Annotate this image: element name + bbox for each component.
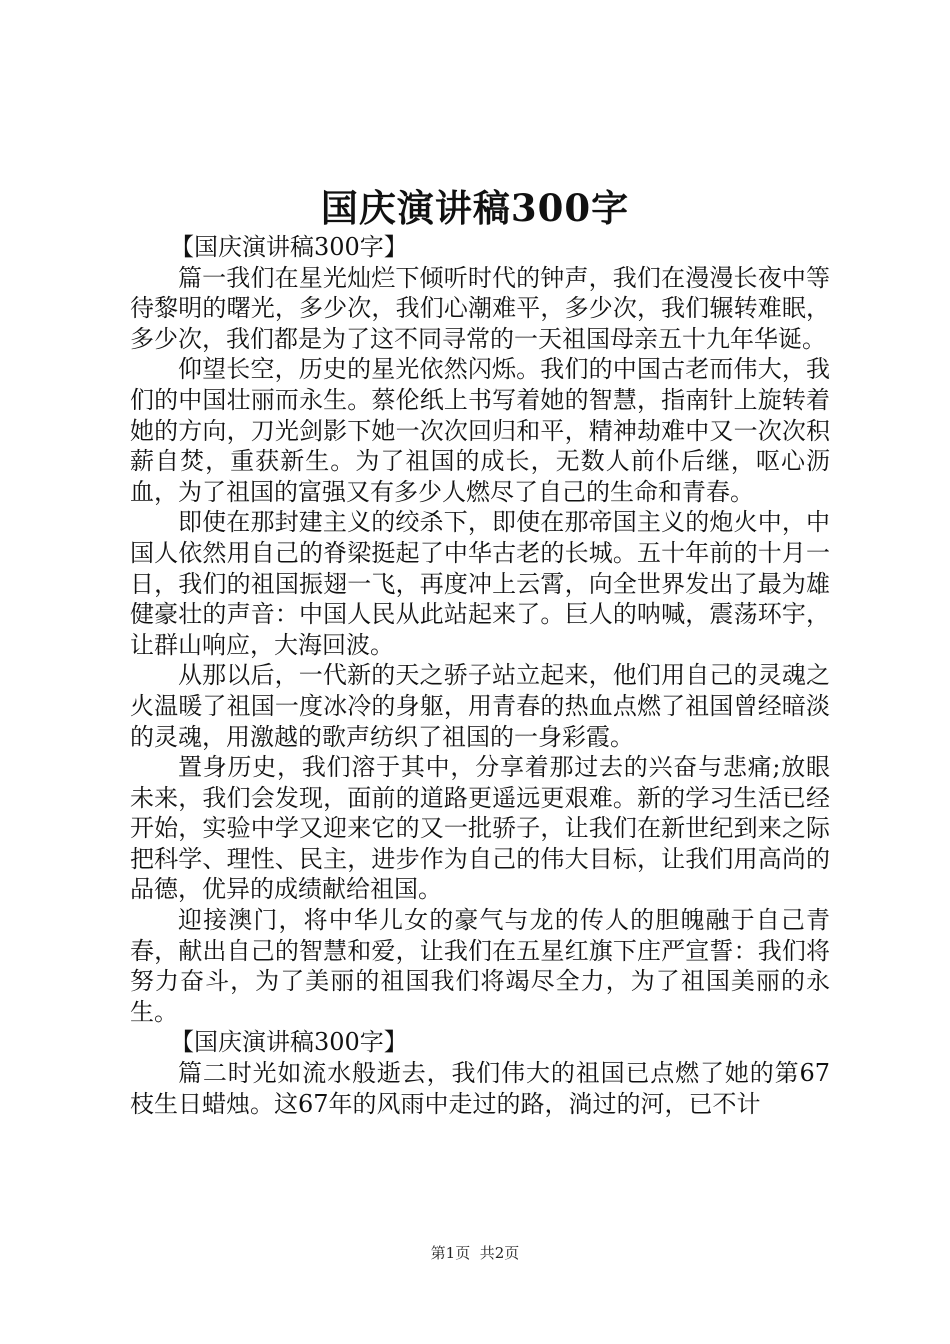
paragraph: 从那以后，一代新的天之骄子站立起来，他们用自己的灵魂之火温暖了祖国一度冰冷的身躯，用青春的热血点燃了祖国曾经暗淡的灵魂，用激越的歌声纺织了祖国的一身彩霞。	[130, 661, 830, 751]
section-heading: 【国庆演讲稿300字】	[170, 233, 408, 261]
section-heading: 【国庆演讲稿300字】	[170, 1028, 408, 1057]
paragraph: 仰望长空，历史的星光依然闪烁。我们的中国古老而伟大，我们的中国壮丽而永生。蔡伦纸上书写着她的智慧，指南针上旋转着她的方向，刀光剑影下她一次次回归和平，精神劫难中又一次次积薪自焚，重获新生。为了祖国的成长，无数人前仆后继，呕心沥血，为了祖国的富强又有多少人燃尽了自己的生命和青春。	[130, 355, 830, 506]
paragraph: 迎接澳门，将中华儿女的豪气与龙的传人的胆魄融于自己青春，献出自己的智慧和爱，让我们在五星红旗下庄严宣誓：我们将努力奋斗，为了美丽的祖国我们将竭尽全力，为了祖国美丽的永生。	[130, 906, 830, 1026]
document-title: 国庆演讲稿300字	[320, 186, 630, 230]
paragraph: 置身历史，我们溶于其中，分享着那过去的兴奋与悲痛;放眼未来，我们会发现，面前的道路更遥远更艰难。新的学习生活已经开始，实验中学又迎来它的又一批骄子，让我们在新世纪到来之际把科学、理性、民主，进步作为自己的伟大目标，让我们用高尚的品德，优异的成绩献给祖国。	[130, 753, 830, 904]
paragraph: 篇一我们在星光灿烂下倾听时代的钟声，我们在漫漫长夜中等待黎明的曙光，多少次，我们心潮难平，多少次，我们辗转难眠，多少次，我们都是为了这不同寻常的一天祖国母亲五十九年华诞。	[130, 263, 830, 353]
document-body	[130, 232, 830, 1119]
page-footer	[0, 1243, 950, 1263]
paragraph: 篇二时光如流水般逝去，我们伟大的祖国已点燃了她的第67枝生日蜡烛。这67年的风雨中走过的路，淌过的河，已不计	[130, 1059, 830, 1118]
page-total: 共2页	[479, 1244, 520, 1262]
page-number: 第1页	[430, 1244, 471, 1262]
paragraph: 即使在那封建主义的绞杀下，即使在那帝国主义的炮火中，中国人依然用自己的脊梁挺起了中华古老的长城。五十年前的十月一日，我们的祖国振翅一飞，再度冲上云霄，向全世界发出了最为雄健豪壮的声音：中国人民从此站起来了。巨人的呐喊，震荡环宇，让群山响应，大海回波。	[130, 508, 830, 659]
